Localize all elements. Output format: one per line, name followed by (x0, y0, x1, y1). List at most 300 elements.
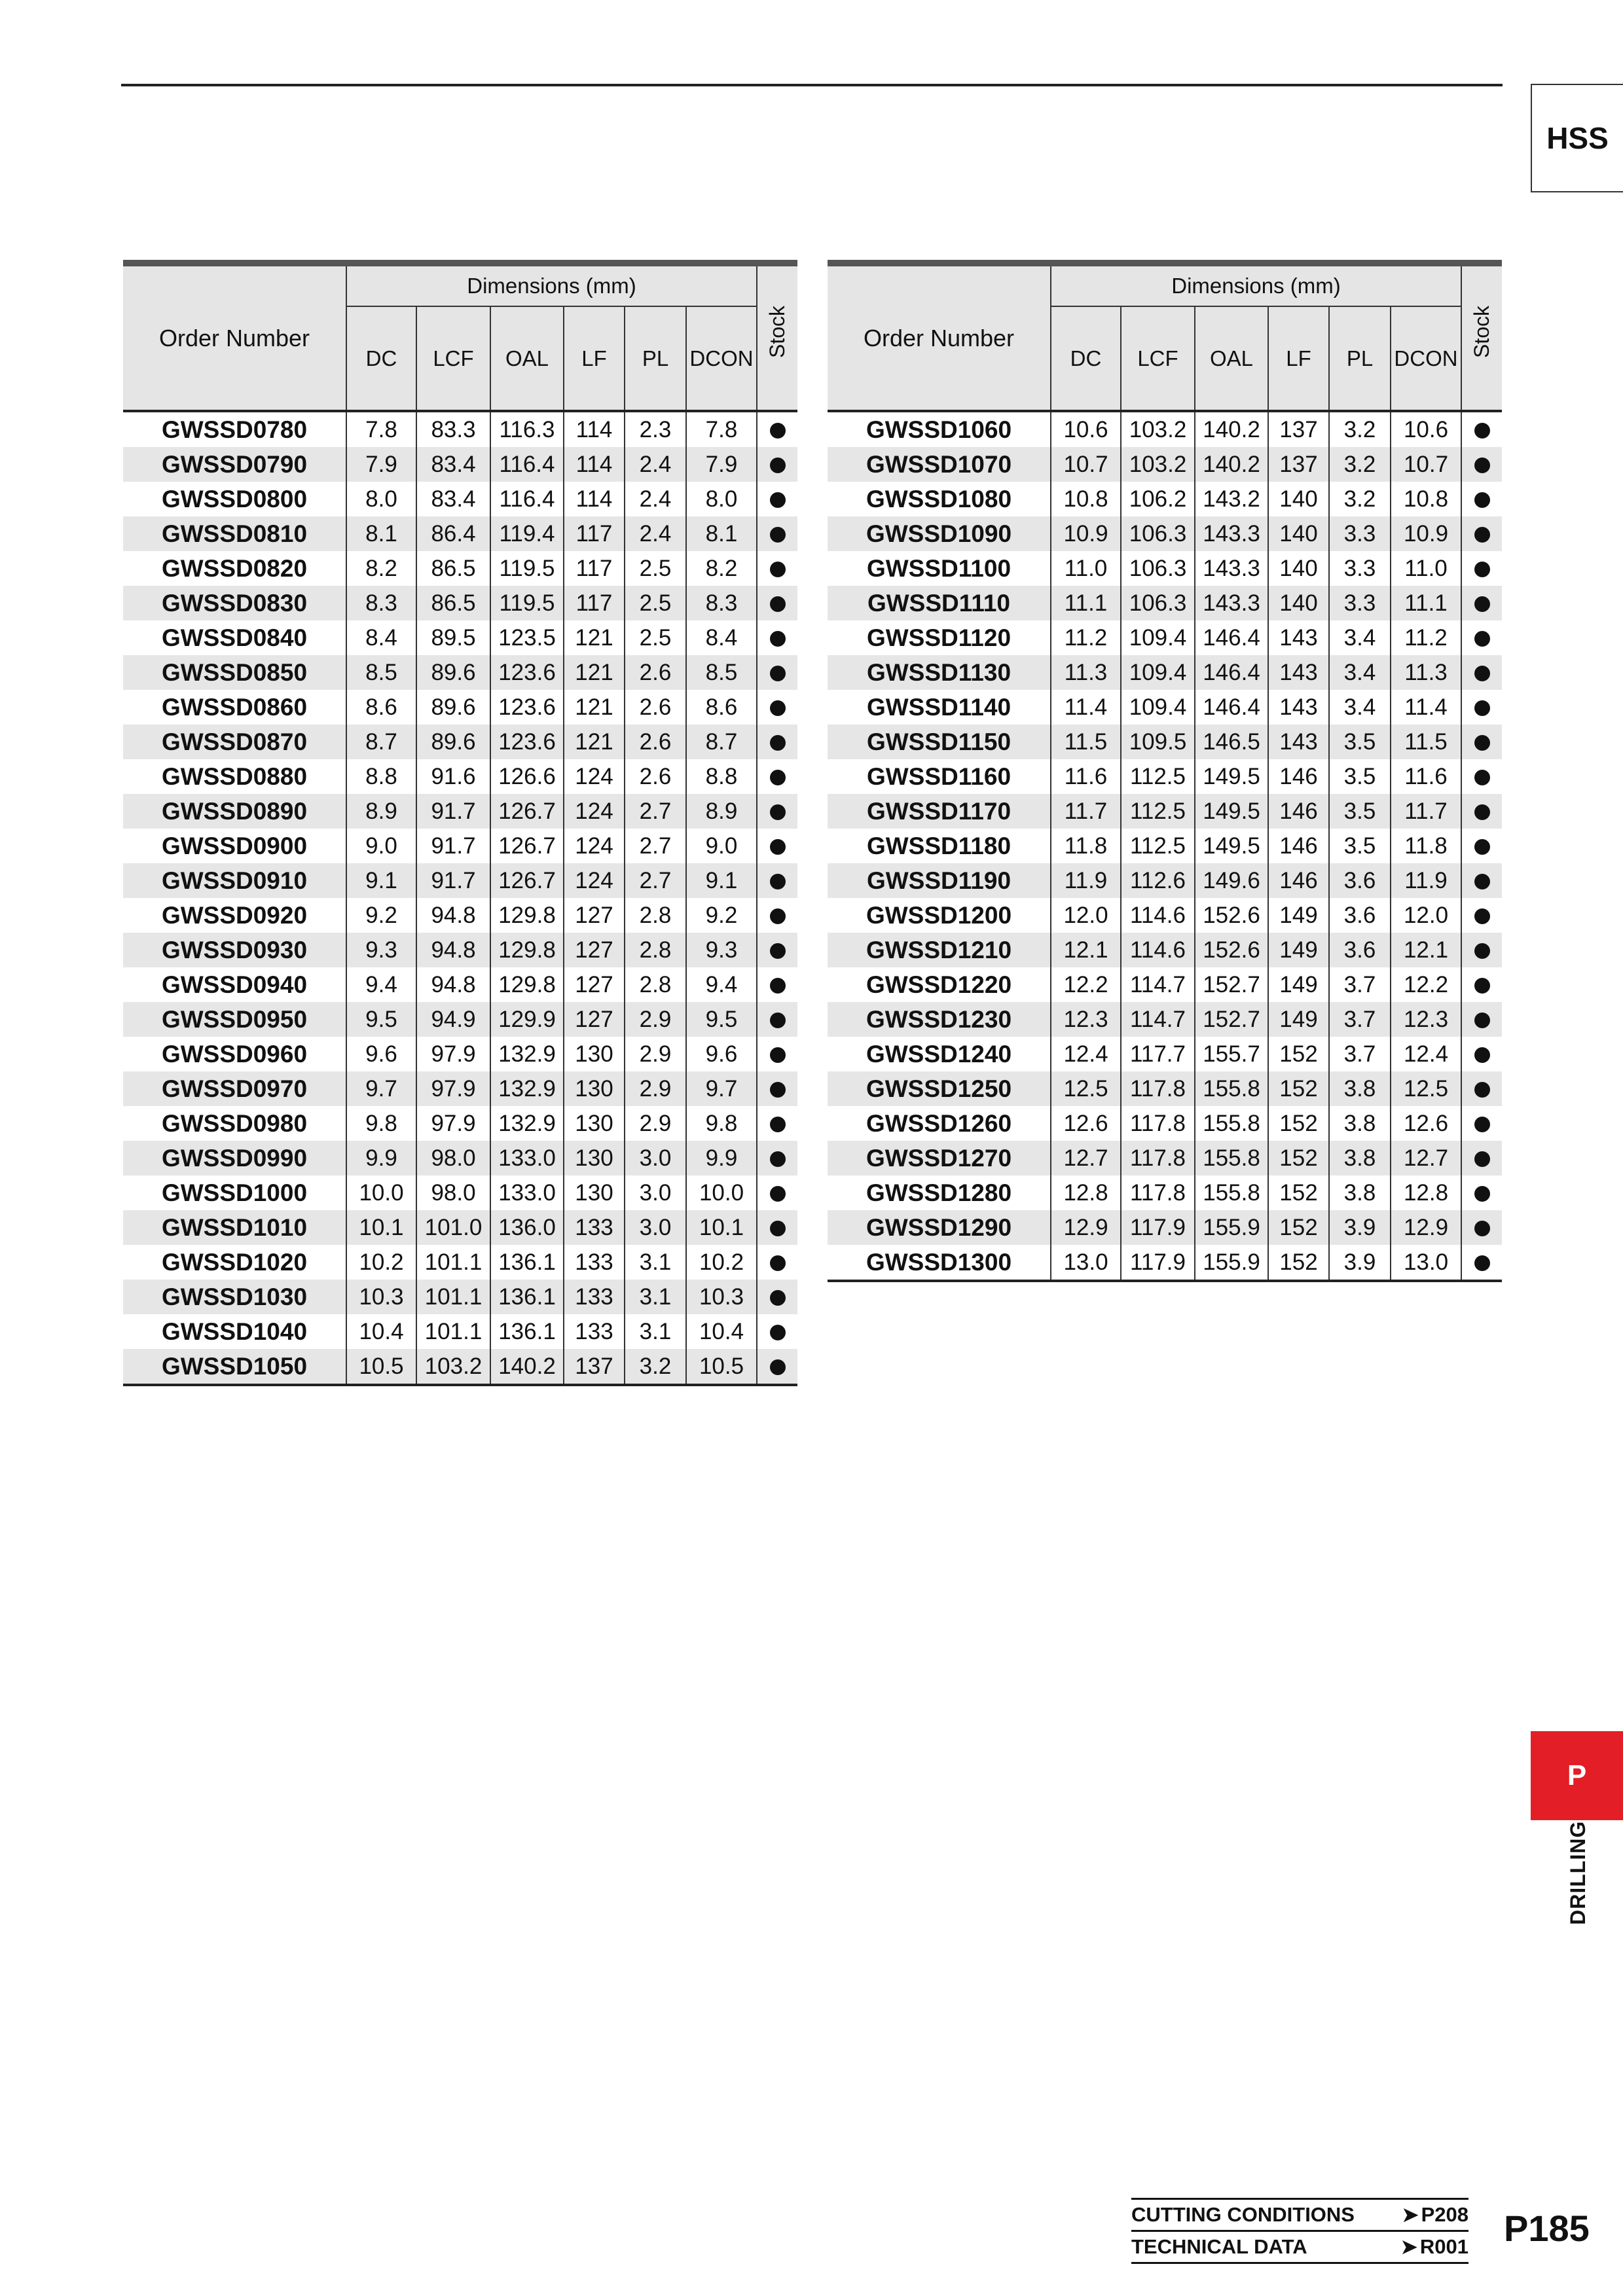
cell-lf: 130 (564, 1106, 625, 1141)
cell-pl: 3.1 (625, 1280, 686, 1314)
cell-dc: 8.9 (346, 794, 416, 829)
cell-lcf: 112.6 (1121, 863, 1195, 898)
in-stock-dot-icon (770, 770, 786, 785)
cell-dcon: 11.8 (1391, 829, 1461, 863)
stock-cell (757, 1106, 797, 1141)
in-stock-dot-icon (1474, 1221, 1490, 1236)
cell-dc: 11.5 (1051, 725, 1121, 759)
in-stock-dot-icon (1474, 874, 1490, 889)
cell-lcf: 103.2 (1121, 411, 1195, 447)
order-number-cell: GWSSD0910 (123, 863, 346, 898)
order-number-cell: GWSSD1040 (161, 1318, 308, 1345)
cell-pl: 2.4 (625, 447, 686, 482)
cell-oal: 136.0 (490, 1210, 564, 1245)
cell-pl: 2.8 (625, 898, 686, 933)
cell-lcf: 97.9 (416, 1106, 490, 1141)
cell-dcon: 9.9 (686, 1141, 757, 1175)
cell-lf: 117 (564, 586, 625, 620)
in-stock-dot-icon (770, 631, 786, 647)
cell-oal: 140.2 (490, 1349, 564, 1385)
table-row (828, 759, 1502, 794)
table-row (123, 759, 797, 794)
cell-dcon: 11.1 (1391, 586, 1461, 620)
table-row (828, 794, 1502, 829)
cell-pl: 3.0 (625, 1141, 686, 1175)
cell-lcf: 89.5 (416, 620, 490, 655)
order-number-cell: GWSSD1280 (866, 1179, 1012, 1206)
order-number-cell: GWSSD0860 (161, 693, 308, 721)
cell-dcon: 9.8 (686, 1106, 757, 1141)
table-row (828, 516, 1502, 551)
table-row (123, 1071, 797, 1106)
order-number-cell: GWSSD0780 (161, 416, 308, 443)
cell-lf: 149 (1268, 1002, 1329, 1037)
cell-lcf: 117.8 (1121, 1141, 1195, 1175)
cell-lcf: 117.7 (1121, 1037, 1195, 1071)
dimensions-header: Dimensions (mm) (1051, 263, 1461, 306)
cell-dcon: 9.7 (686, 1071, 757, 1106)
stock-cell (1461, 1071, 1502, 1106)
table-row (123, 1349, 797, 1385)
in-stock-dot-icon (1474, 770, 1490, 785)
cell-oal: 123.6 (490, 725, 564, 759)
stock-cell (1461, 898, 1502, 933)
table-row (123, 863, 797, 898)
cell-oal: 155.8 (1195, 1141, 1268, 1175)
footer-link-ref: ➤ R001 (1401, 2235, 1468, 2259)
in-stock-dot-icon (770, 1013, 786, 1028)
cell-pl: 3.2 (1329, 411, 1391, 447)
cell-pl: 3.4 (1329, 620, 1391, 655)
in-stock-dot-icon (770, 804, 786, 820)
cell-oal: 116.3 (490, 411, 564, 447)
cell-lf: 146 (1268, 829, 1329, 863)
cell-pl: 2.8 (625, 967, 686, 1002)
cell-dc: 11.2 (1051, 620, 1121, 655)
cell-pl: 2.5 (625, 551, 686, 586)
order-number-cell: GWSSD0920 (161, 901, 308, 929)
stock-cell (1461, 482, 1502, 516)
cell-lcf: 103.2 (416, 1349, 490, 1385)
table-row (828, 690, 1502, 725)
in-stock-dot-icon (770, 1047, 786, 1063)
cell-dcon: 10.6 (1391, 411, 1461, 447)
cell-dcon: 9.0 (686, 829, 757, 863)
col-dc-header: DC (1051, 306, 1121, 411)
cell-pl: 3.5 (1329, 794, 1391, 829)
cell-dcon: 8.7 (686, 725, 757, 759)
cell-lf: 133 (564, 1280, 625, 1314)
table-row (123, 933, 797, 967)
cell-oal: 136.1 (490, 1280, 564, 1314)
stock-cell (1461, 516, 1502, 551)
cell-pl: 3.7 (1329, 1037, 1391, 1071)
footer-link-ref: ➤ P208 (1402, 2203, 1468, 2227)
stock-cell (757, 1349, 797, 1385)
cell-dc: 11.3 (1051, 655, 1121, 690)
cell-lf: 149 (1268, 967, 1329, 1002)
cell-oal: 152.7 (1195, 967, 1268, 1002)
table-row (123, 1002, 797, 1037)
order-number-cell: GWSSD1300 (828, 1245, 1051, 1281)
technical-data-link[interactable] (1131, 2230, 1468, 2264)
cell-lcf: 101.1 (416, 1314, 490, 1349)
stock-cell (1461, 690, 1502, 725)
cell-lcf: 86.5 (416, 586, 490, 620)
cell-dc: 9.6 (346, 1037, 416, 1071)
cell-dcon: 10.5 (686, 1349, 757, 1385)
cell-pl: 3.7 (1329, 1002, 1391, 1037)
table-row (828, 1245, 1502, 1281)
cell-lf: 127 (564, 933, 625, 967)
cell-pl: 3.2 (1329, 447, 1391, 482)
cell-lf: 140 (1268, 551, 1329, 586)
in-stock-dot-icon (770, 1325, 786, 1340)
cell-dc: 12.0 (1051, 898, 1121, 933)
cell-lcf: 83.4 (416, 482, 490, 516)
cell-dcon: 11.2 (1391, 620, 1461, 655)
cell-oal: 152.6 (1195, 898, 1268, 933)
in-stock-dot-icon (770, 1221, 786, 1236)
stock-cell (757, 1210, 797, 1245)
stock-cell (757, 1002, 797, 1037)
order-number-cell: GWSSD1240 (866, 1040, 1012, 1067)
order-number-cell: GWSSD1250 (828, 1071, 1051, 1106)
table-row (123, 1245, 797, 1280)
table-row (123, 620, 797, 655)
cell-oal: 155.9 (1195, 1245, 1268, 1281)
cell-dcon: 12.2 (1391, 967, 1461, 1002)
cell-oal: 132.9 (490, 1106, 564, 1141)
cell-dcon: 9.3 (686, 933, 757, 967)
cell-lf: 133 (564, 1210, 625, 1245)
cell-dcon: 11.4 (1391, 690, 1461, 725)
cell-oal: 152.7 (1195, 1002, 1268, 1037)
col-lf-header: LF (564, 306, 625, 411)
in-stock-dot-icon (770, 562, 786, 577)
cell-dc: 7.8 (346, 411, 416, 447)
order-number-header: Order Number (123, 263, 346, 411)
cell-dc: 11.4 (1051, 690, 1121, 725)
table-row (828, 411, 1502, 447)
cell-lf: 152 (1268, 1175, 1329, 1210)
cell-lcf: 109.5 (1121, 725, 1195, 759)
cell-dcon: 12.4 (1391, 1037, 1461, 1071)
cell-dcon: 12.0 (1391, 898, 1461, 933)
cell-lf: 149 (1268, 898, 1329, 933)
cell-dc: 10.1 (346, 1210, 416, 1245)
cell-dcon: 11.3 (1391, 655, 1461, 690)
table-row (828, 1210, 1502, 1245)
cell-dcon: 11.9 (1391, 863, 1461, 898)
cell-dc: 10.4 (346, 1314, 416, 1349)
in-stock-dot-icon (1474, 978, 1490, 994)
table-row (828, 898, 1502, 933)
cell-lcf: 114.6 (1121, 933, 1195, 967)
cell-pl: 2.5 (625, 586, 686, 620)
cell-pl: 2.5 (625, 620, 686, 655)
cell-lcf: 117.9 (1121, 1245, 1195, 1281)
stock-cell (1461, 586, 1502, 620)
cell-dcon: 10.9 (1391, 516, 1461, 551)
cell-dc: 12.9 (1051, 1210, 1121, 1245)
table-row (123, 794, 797, 829)
cell-oal: 119.5 (490, 586, 564, 620)
cell-lf: 140 (1268, 516, 1329, 551)
stock-cell (757, 1037, 797, 1071)
cell-lcf: 97.9 (416, 1071, 490, 1106)
cell-dcon: 10.3 (686, 1280, 757, 1314)
stock-cell (1461, 1002, 1502, 1037)
cell-lf: 146 (1268, 794, 1329, 829)
stock-cell (757, 447, 797, 482)
cell-dc: 13.0 (1051, 1245, 1121, 1281)
cell-dc: 10.6 (1051, 411, 1121, 447)
cell-oal: 140.2 (1195, 447, 1268, 482)
cell-oal: 146.4 (1195, 655, 1268, 690)
cell-dcon: 10.2 (686, 1245, 757, 1280)
cell-lcf: 117.8 (1121, 1106, 1195, 1141)
cell-oal: 132.9 (490, 1071, 564, 1106)
cell-dc: 12.2 (1051, 967, 1121, 1002)
cell-dc: 10.5 (346, 1349, 416, 1385)
cell-dcon: 9.2 (686, 898, 757, 933)
cell-dc: 12.5 (1051, 1071, 1121, 1106)
cell-lcf: 97.9 (416, 1037, 490, 1071)
in-stock-dot-icon (770, 874, 786, 889)
cell-oal: 119.5 (490, 551, 564, 586)
cell-lcf: 94.8 (416, 967, 490, 1002)
cell-lf: 152 (1268, 1037, 1329, 1071)
cell-pl: 3.8 (1329, 1175, 1391, 1210)
hss-section-tab[interactable]: HSS (1531, 84, 1623, 192)
cell-pl: 3.5 (1329, 725, 1391, 759)
table-row (828, 586, 1502, 620)
cell-pl: 3.6 (1329, 863, 1391, 898)
cell-pl: 2.6 (625, 759, 686, 794)
stock-cell (757, 620, 797, 655)
stock-cell (757, 1314, 797, 1349)
cell-oal: 146.4 (1195, 620, 1268, 655)
page-number: P185 (1504, 2208, 1590, 2249)
cell-pl: 2.6 (625, 655, 686, 690)
stock-cell (1461, 620, 1502, 655)
order-number-cell: GWSSD0830 (123, 586, 346, 620)
stock-cell (757, 794, 797, 829)
cell-lf: 121 (564, 725, 625, 759)
cell-dcon: 9.6 (686, 1037, 757, 1071)
cell-pl: 2.9 (625, 1071, 686, 1106)
cell-dcon: 11.6 (1391, 759, 1461, 794)
col-dcon-header: DCON (1391, 306, 1461, 411)
cell-oal: 129.9 (490, 1002, 564, 1037)
footer-links (1131, 2198, 1468, 2264)
order-number-cell: GWSSD0950 (123, 1002, 346, 1037)
cell-dc: 9.8 (346, 1106, 416, 1141)
in-stock-dot-icon (1474, 492, 1490, 508)
in-stock-dot-icon (770, 423, 786, 439)
in-stock-dot-icon (1474, 1255, 1490, 1271)
col-lcf-header: LCF (416, 306, 490, 411)
cell-lcf: 117.8 (1121, 1071, 1195, 1106)
cell-lcf: 91.6 (416, 759, 490, 794)
in-stock-dot-icon (770, 1359, 786, 1375)
order-number-cell: GWSSD1260 (866, 1109, 1012, 1137)
cell-dc: 8.4 (346, 620, 416, 655)
table-row (123, 690, 797, 725)
cell-pl: 2.4 (625, 516, 686, 551)
table-row (123, 1314, 797, 1349)
stock-cell (757, 829, 797, 863)
cell-pl: 3.2 (1329, 482, 1391, 516)
cell-lf: 146 (1268, 863, 1329, 898)
cell-dcon: 12.5 (1391, 1071, 1461, 1106)
cutting-conditions-link[interactable] (1131, 2198, 1468, 2230)
in-stock-dot-icon (770, 1151, 786, 1167)
cell-dcon: 12.9 (1391, 1210, 1461, 1245)
in-stock-dot-icon (1474, 631, 1490, 647)
cell-dc: 9.2 (346, 898, 416, 933)
in-stock-dot-icon (770, 700, 786, 716)
table-row (123, 551, 797, 586)
cell-lf: 127 (564, 967, 625, 1002)
in-stock-dot-icon (1474, 596, 1490, 612)
cell-dc: 11.9 (1051, 863, 1121, 898)
stock-cell (1461, 725, 1502, 759)
in-stock-dot-icon (770, 978, 786, 994)
stock-cell (757, 1071, 797, 1106)
cell-pl: 2.6 (625, 725, 686, 759)
table-row (828, 1106, 1502, 1141)
cell-lf: 121 (564, 620, 625, 655)
left-spec-table (123, 260, 797, 1386)
order-number-cell: GWSSD1160 (866, 762, 1012, 790)
cell-pl: 3.0 (625, 1210, 686, 1245)
cell-oal: 143.3 (1195, 516, 1268, 551)
table-row (123, 1106, 797, 1141)
order-number-cell: GWSSD0980 (161, 1109, 308, 1137)
cell-dcon: 12.8 (1391, 1175, 1461, 1210)
order-number-cell: GWSSD0850 (123, 655, 346, 690)
cell-pl: 3.7 (1329, 967, 1391, 1002)
cell-lcf: 94.9 (416, 1002, 490, 1037)
cell-lcf: 103.2 (1121, 447, 1195, 482)
cell-dc: 8.8 (346, 759, 416, 794)
cell-pl: 3.8 (1329, 1106, 1391, 1141)
cell-pl: 2.7 (625, 829, 686, 863)
cell-oal: 129.8 (490, 967, 564, 1002)
order-number-cell: GWSSD1060 (866, 416, 1012, 443)
cell-lf: 117 (564, 516, 625, 551)
cell-dcon: 8.4 (686, 620, 757, 655)
cell-pl: 2.4 (625, 482, 686, 516)
order-number-cell: GWSSD1110 (828, 586, 1051, 620)
cell-lf: 127 (564, 1002, 625, 1037)
cell-oal: 126.7 (490, 863, 564, 898)
cell-oal: 126.7 (490, 794, 564, 829)
table-row (123, 829, 797, 863)
cell-lcf: 86.5 (416, 551, 490, 586)
stock-cell (1461, 933, 1502, 967)
table-row (123, 482, 797, 516)
cell-lf: 130 (564, 1141, 625, 1175)
cell-dcon: 9.5 (686, 1002, 757, 1037)
cell-dcon: 8.3 (686, 586, 757, 620)
order-number-cell: GWSSD0900 (161, 832, 308, 859)
table-row (123, 1280, 797, 1314)
section-p-tab[interactable]: P (1531, 1731, 1623, 1820)
cell-pl: 3.6 (1329, 898, 1391, 933)
stock-cell (1461, 411, 1502, 447)
cell-dc: 10.2 (346, 1245, 416, 1280)
in-stock-dot-icon (770, 943, 786, 959)
cell-lcf: 114.7 (1121, 1002, 1195, 1037)
order-number-cell: GWSSD1200 (866, 901, 1012, 929)
cell-lcf: 89.6 (416, 690, 490, 725)
cell-dc: 11.1 (1051, 586, 1121, 620)
in-stock-dot-icon (1474, 943, 1490, 959)
in-stock-dot-icon (770, 1255, 786, 1271)
table-row (828, 967, 1502, 1002)
cell-dc: 12.7 (1051, 1141, 1121, 1175)
order-number-cell: GWSSD1020 (161, 1248, 308, 1276)
col-oal-header: OAL (1195, 306, 1268, 411)
cell-dc: 12.6 (1051, 1106, 1121, 1141)
cell-dcon: 12.6 (1391, 1106, 1461, 1141)
right-spec-table (828, 260, 1502, 1282)
order-number-cell: GWSSD1210 (828, 933, 1051, 967)
table-row (828, 1002, 1502, 1037)
stock-cell (757, 690, 797, 725)
cell-oal: 123.6 (490, 690, 564, 725)
cell-lcf: 98.0 (416, 1175, 490, 1210)
cell-oal: 149.6 (1195, 863, 1268, 898)
cell-dc: 11.7 (1051, 794, 1121, 829)
cell-pl: 2.8 (625, 933, 686, 967)
cell-pl: 3.0 (625, 1175, 686, 1210)
in-stock-dot-icon (1474, 423, 1490, 439)
table-row (123, 411, 797, 447)
cell-dcon: 9.4 (686, 967, 757, 1002)
stock-cell (1461, 1141, 1502, 1175)
cell-lf: 117 (564, 551, 625, 586)
stock-cell (1461, 1210, 1502, 1245)
cell-dcon: 8.5 (686, 655, 757, 690)
cell-lcf: 94.8 (416, 898, 490, 933)
cell-lcf: 91.7 (416, 829, 490, 863)
col-dcon-header: DCON (686, 306, 757, 411)
cell-lcf: 114.6 (1121, 898, 1195, 933)
col-oal-header: OAL (490, 306, 564, 411)
cell-oal: 155.8 (1195, 1106, 1268, 1141)
cell-pl: 3.4 (1329, 690, 1391, 725)
cell-lcf: 114.7 (1121, 967, 1195, 1002)
cell-dc: 10.0 (346, 1175, 416, 1210)
cell-pl: 3.3 (1329, 551, 1391, 586)
table-row (828, 933, 1502, 967)
stock-cell (757, 411, 797, 447)
stock-cell (1461, 551, 1502, 586)
cell-oal: 133.0 (490, 1141, 564, 1175)
order-number-cell: GWSSD1090 (828, 516, 1051, 551)
in-stock-dot-icon (1474, 1151, 1490, 1167)
cell-lf: 143 (1268, 655, 1329, 690)
cell-lf: 127 (564, 898, 625, 933)
cell-lcf: 117.8 (1121, 1175, 1195, 1210)
in-stock-dot-icon (770, 527, 786, 543)
cell-pl: 3.1 (625, 1245, 686, 1280)
table-row (123, 898, 797, 933)
